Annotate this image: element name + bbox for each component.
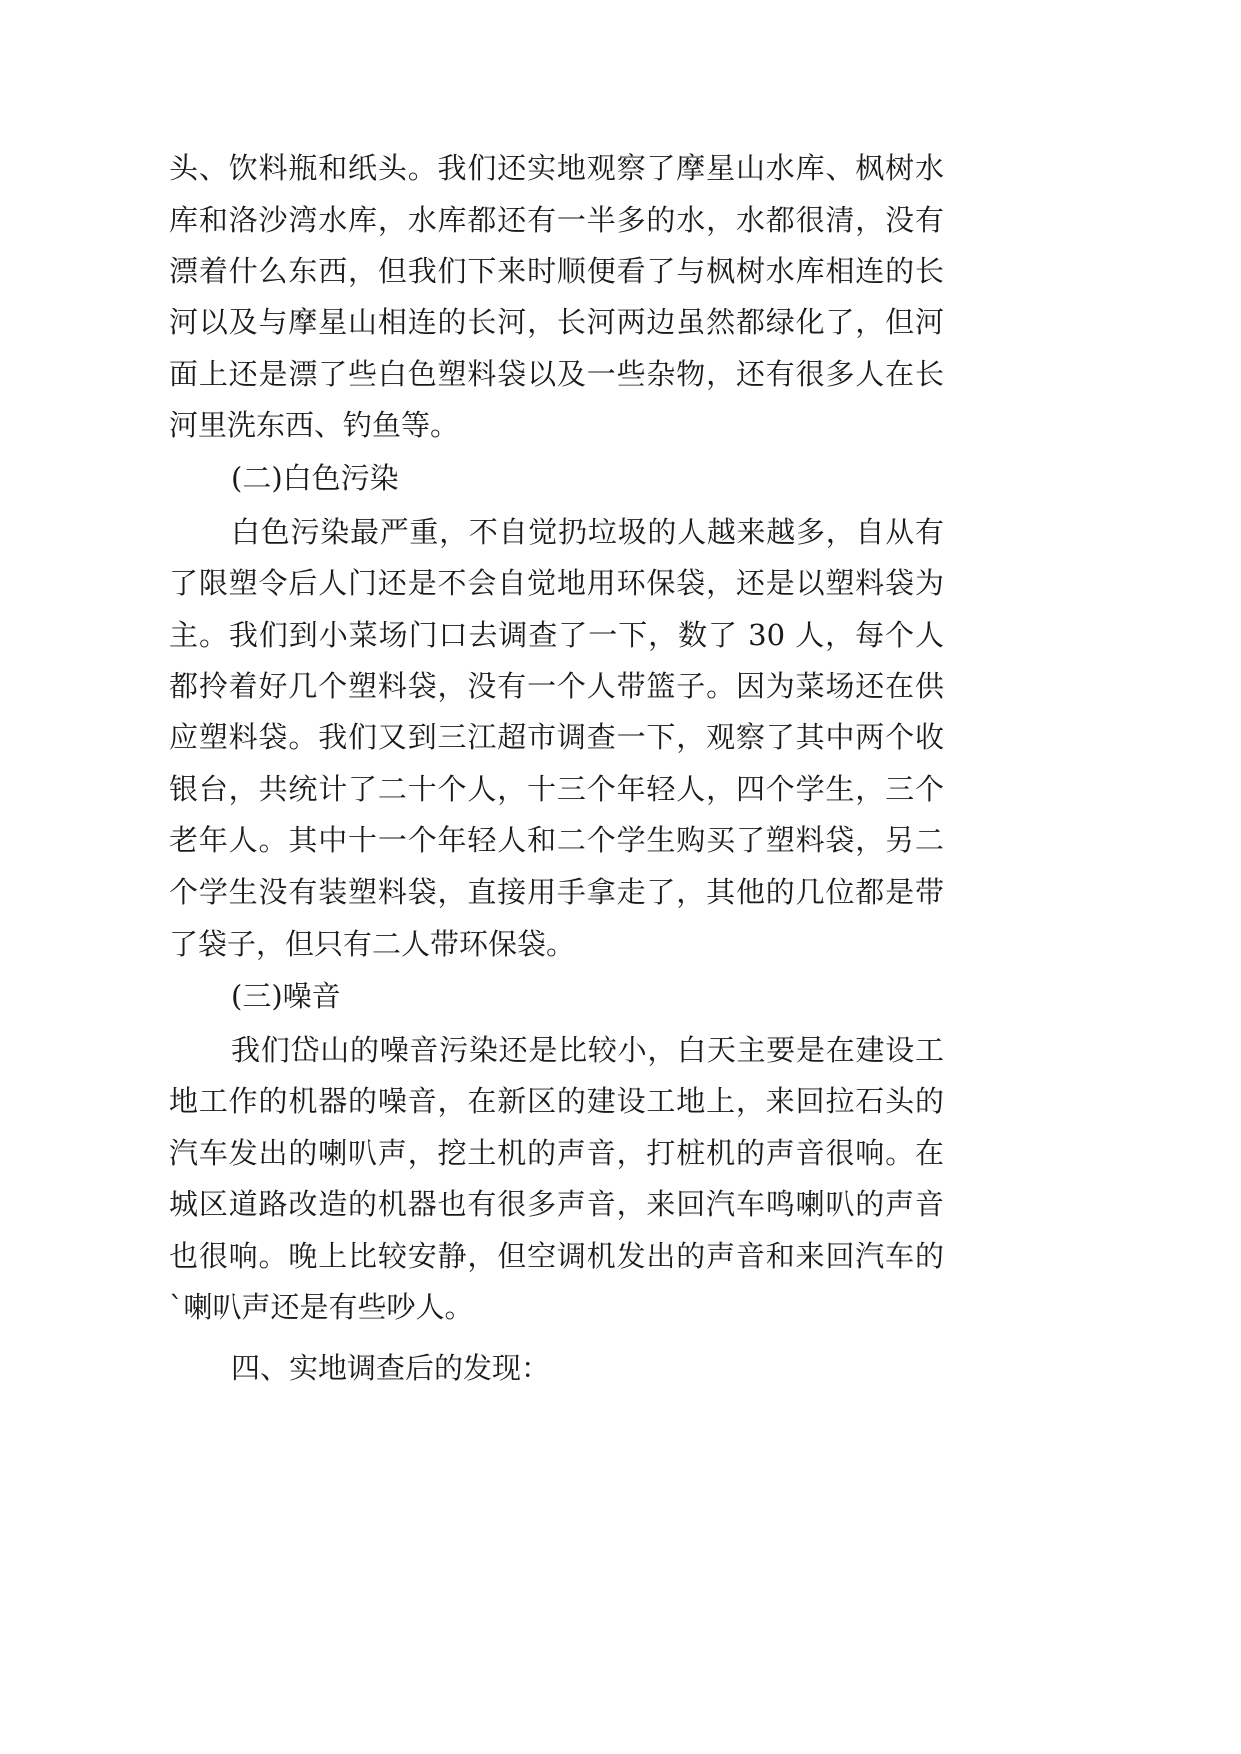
body-text-line: 库和洛沙湾水库，水库都还有一半多的水，水都很清，没有 — [169, 203, 944, 237]
body-text-line: 了限塑令后人门还是不会自觉地用环保袋，还是以塑料袋为 — [169, 566, 944, 600]
body-text-line: 漂着什么东西，但我们下来时顺便看了与枫树水库相连的长 — [169, 254, 944, 288]
body-text-line: 应塑料袋。我们又到三江超市调查一下，观察了其中两个收 — [169, 720, 944, 754]
paragraph-first-line: 白色污染最严重，不自觉扔垃圾的人越来越多，自从有 — [231, 515, 944, 549]
body-text-line: 个学生没有装塑料袋，直接用手拿走了，其他的几位都是带 — [169, 875, 944, 909]
body-text-line: 面上还是漂了些白色塑料袋以及一些杂物，还有很多人在长 — [169, 357, 944, 391]
section-heading-noise: (三)噪音 — [231, 979, 341, 1013]
section-heading-findings: 四、实地调查后的发现： — [231, 1351, 551, 1385]
body-text-line: 银台，共统计了二十个人，十三个年轻人，四个学生，三个 — [169, 772, 944, 806]
body-text-line: `喇叭声还是有些吵人。 — [169, 1290, 474, 1324]
body-text-line: 汽车发出的喇叭声，挖土机的声音，打桩机的声音很响。在 — [169, 1136, 944, 1170]
body-text-line: 地工作的机器的噪音，在新区的建设工地上，来回拉石头的 — [169, 1084, 944, 1118]
body-text-line: 了袋子，但只有二人带环保袋。 — [169, 927, 576, 961]
body-text-line: 河以及与摩星山相连的长河，长河两边虽然都绿化了，但河 — [169, 305, 944, 339]
body-text-line: 河里洗东西、钓鱼等。 — [169, 408, 460, 442]
section-heading-white-pollution: (二)白色污染 — [231, 461, 399, 495]
body-text-line: 也很响。晚上比较安静，但空调机发出的声音和来回汽车的 — [169, 1239, 944, 1273]
body-text-line: 都拎着好几个塑料袋，没有一个人带篮子。因为菜场还在供 — [169, 669, 944, 703]
paragraph-first-line: 我们岱山的噪音污染还是比较小，白天主要是在建设工 — [231, 1033, 944, 1067]
body-text-line: 老年人。其中十一个年轻人和二个学生购买了塑料袋，另二 — [169, 823, 944, 857]
body-text-line: 城区道路改造的机器也有很多声音，来回汽车鸣喇叭的声音 — [169, 1187, 944, 1221]
body-text-line: 主。我们到小菜场门口去调查了一下，数了 30 人，每个人 — [169, 618, 944, 652]
body-text-line: 头、饮料瓶和纸头。我们还实地观察了摩星山水库、枫树水 — [169, 151, 944, 185]
